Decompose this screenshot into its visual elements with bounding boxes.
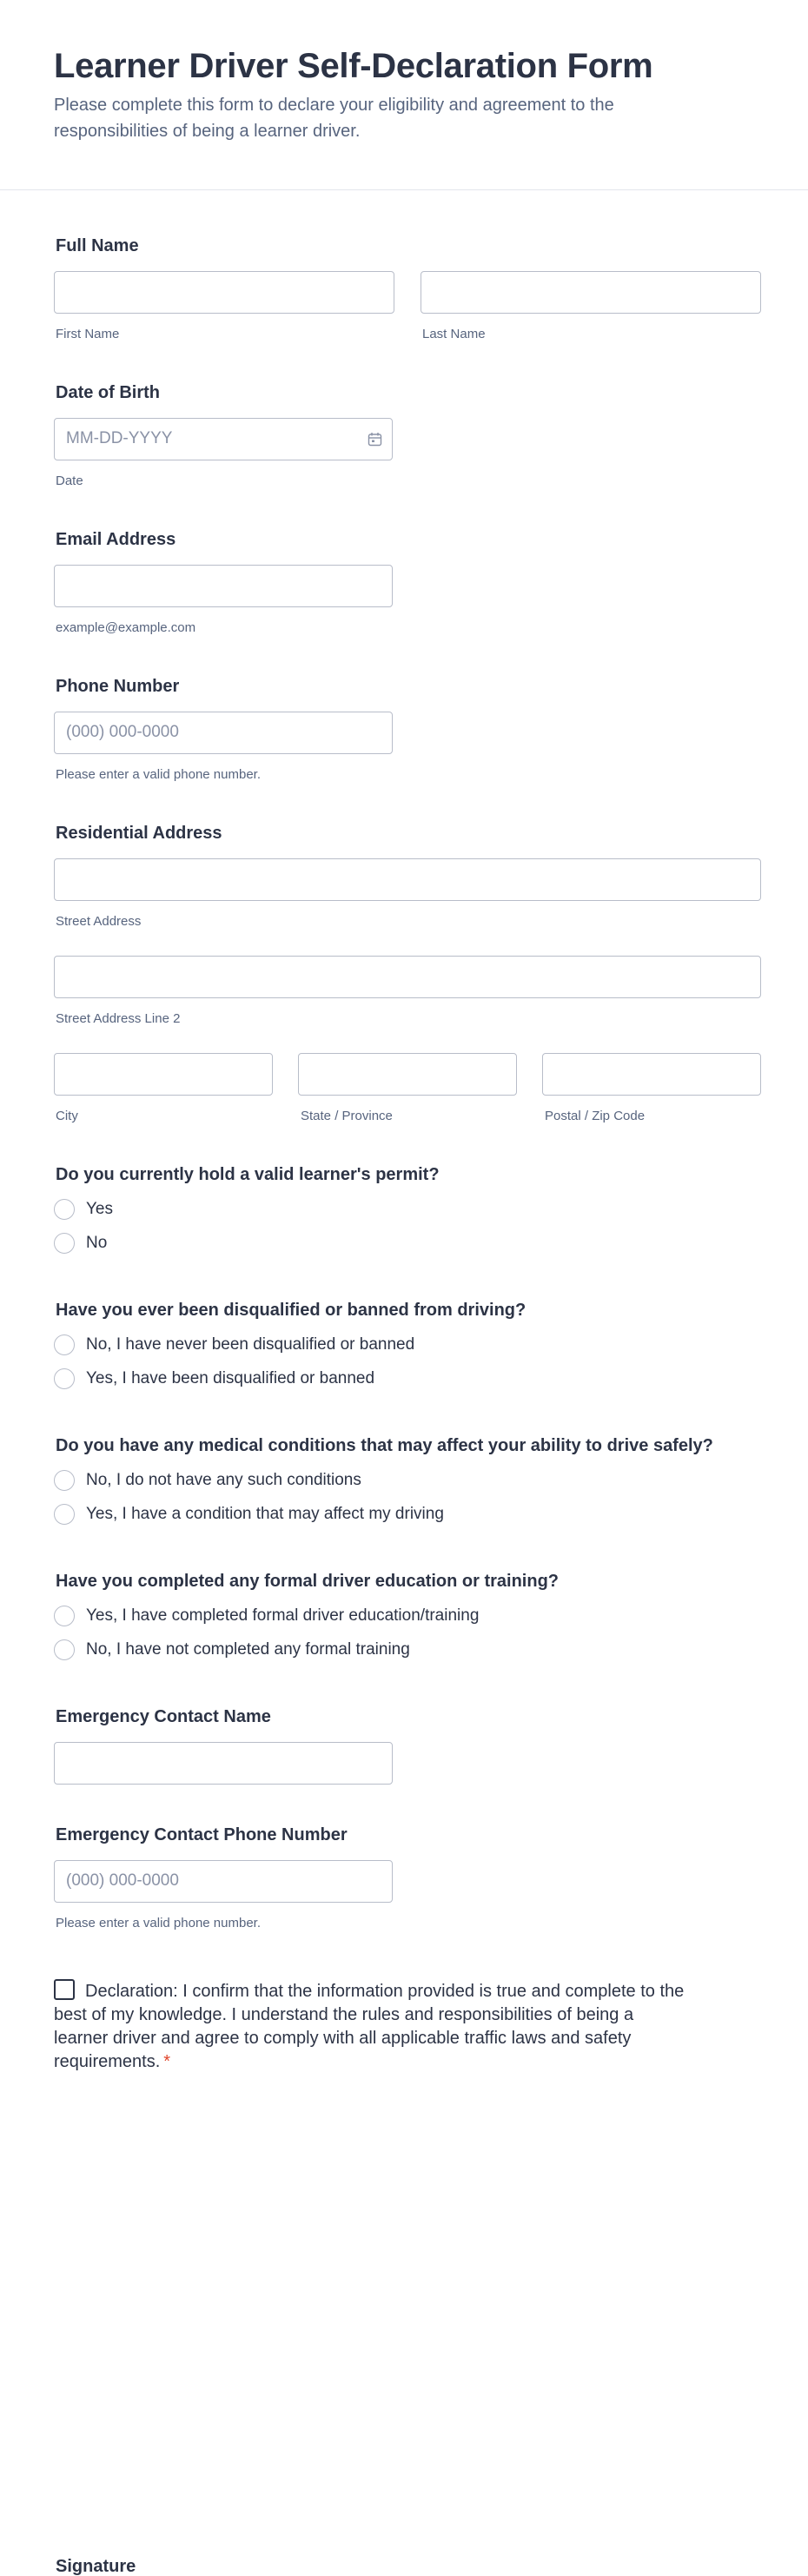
radio-label: No, I have not completed any formal training: [86, 1640, 410, 1659]
state-sublabel: State / Province: [301, 1109, 393, 1123]
radio-button[interactable]: [54, 1470, 75, 1491]
education-option-yes[interactable]: [54, 1604, 479, 1628]
permit-option-yes[interactable]: [54, 1197, 113, 1222]
form-subtitle: Please complete this form to declare your eligibility and agreement to the responsibilities of being a learner driver.: [54, 96, 614, 141]
calendar-icon[interactable]: [368, 432, 382, 447]
email-label: Email Address: [56, 530, 176, 549]
education-option-no[interactable]: [54, 1638, 410, 1662]
disqualified-question: Have you ever been disqualified or banned from driving?: [56, 1301, 527, 1320]
radio-button[interactable]: [54, 1504, 75, 1525]
street-address-line2-input[interactable]: [54, 956, 761, 998]
disqualified-option-no[interactable]: [54, 1333, 414, 1357]
radio-button[interactable]: [54, 1199, 75, 1220]
dob-placeholder: MM-DD-YYYY: [66, 429, 173, 447]
radio-label: Yes, I have completed formal driver education/training: [86, 1606, 480, 1625]
radio-label: No, I have never been disqualified or banned: [86, 1335, 415, 1354]
radio-button[interactable]: [54, 1368, 75, 1389]
address-label: Residential Address: [56, 824, 222, 843]
phone-input[interactable]: [54, 712, 393, 754]
emergency-phone-input[interactable]: [54, 1860, 393, 1903]
emergency-name-input[interactable]: [54, 1742, 393, 1785]
radio-label: No, I do not have any such conditions: [86, 1471, 361, 1489]
emergency-phone-label: Emergency Contact Phone Number: [56, 1825, 348, 1844]
required-mark: *: [163, 2052, 171, 2071]
radio-label: Yes, I have been disqualified or banned: [86, 1369, 375, 1387]
declaration-field: [54, 1979, 688, 2074]
radio-label: No: [86, 1234, 108, 1252]
radio-label: Yes, I have a condition that may affect my driving: [86, 1505, 444, 1523]
city-sublabel: City: [56, 1109, 78, 1123]
street-address-sublabel: Street Address: [56, 914, 142, 929]
medical-option-yes[interactable]: [54, 1502, 444, 1526]
dob-label: Date of Birth: [56, 383, 160, 402]
emergency-phone-sublabel: Please enter a valid phone number.: [56, 1916, 261, 1930]
medical-question: Do you have any medical conditions that may affect your ability to drive safely?: [56, 1436, 713, 1455]
emergency-phone-placeholder: (000) 000-0000: [66, 1871, 179, 1890]
phone-sublabel: Please enter a valid phone number.: [56, 767, 261, 782]
zip-input[interactable]: [542, 1053, 761, 1096]
last-name-input[interactable]: [421, 271, 761, 314]
radio-label: Yes: [86, 1200, 113, 1218]
declaration-checkbox[interactable]: [54, 1979, 75, 2000]
full-name-label: Full Name: [56, 236, 139, 255]
education-question: Have you completed any formal driver education or training?: [56, 1572, 560, 1591]
disqualified-option-yes[interactable]: [54, 1367, 374, 1391]
first-name-input[interactable]: [54, 271, 394, 314]
street-address-line2-sublabel: Street Address Line 2: [56, 1011, 181, 1026]
phone-placeholder: (000) 000-0000: [66, 723, 179, 741]
street-address-input[interactable]: [54, 858, 761, 901]
zip-sublabel: Postal / Zip Code: [545, 1109, 646, 1123]
phone-label: Phone Number: [56, 677, 180, 696]
radio-button[interactable]: [54, 1639, 75, 1660]
radio-button[interactable]: [54, 1233, 75, 1254]
radio-button[interactable]: [54, 1606, 75, 1626]
state-input[interactable]: [298, 1053, 517, 1096]
permit-option-no[interactable]: [54, 1231, 107, 1255]
dob-sublabel: Date: [56, 473, 83, 488]
first-name-sublabel: First Name: [56, 327, 120, 341]
city-input[interactable]: [54, 1053, 273, 1096]
emergency-name-label: Emergency Contact Name: [56, 1707, 271, 1726]
signature-label: Signature: [56, 2557, 136, 2576]
radio-button[interactable]: [54, 1334, 75, 1355]
form-header: [54, 43, 766, 144]
header-divider: [0, 189, 808, 190]
form-title: Learner Driver Self-Declaration Form: [54, 47, 653, 85]
dob-input[interactable]: [54, 418, 393, 460]
permit-question: Do you currently hold a valid learner's permit?: [56, 1165, 440, 1184]
email-sublabel: example@example.com: [56, 620, 196, 635]
medical-option-no[interactable]: [54, 1468, 361, 1493]
email-input[interactable]: [54, 565, 393, 607]
last-name-sublabel: Last Name: [422, 327, 486, 341]
declaration-text: Declaration: I confirm that the information provided is true and complete to the best of my knowledge. I understand the rules and responsibilities of being a learner driver and agree to comply with all applicable traffic laws and safety requirements.: [54, 1982, 685, 2071]
